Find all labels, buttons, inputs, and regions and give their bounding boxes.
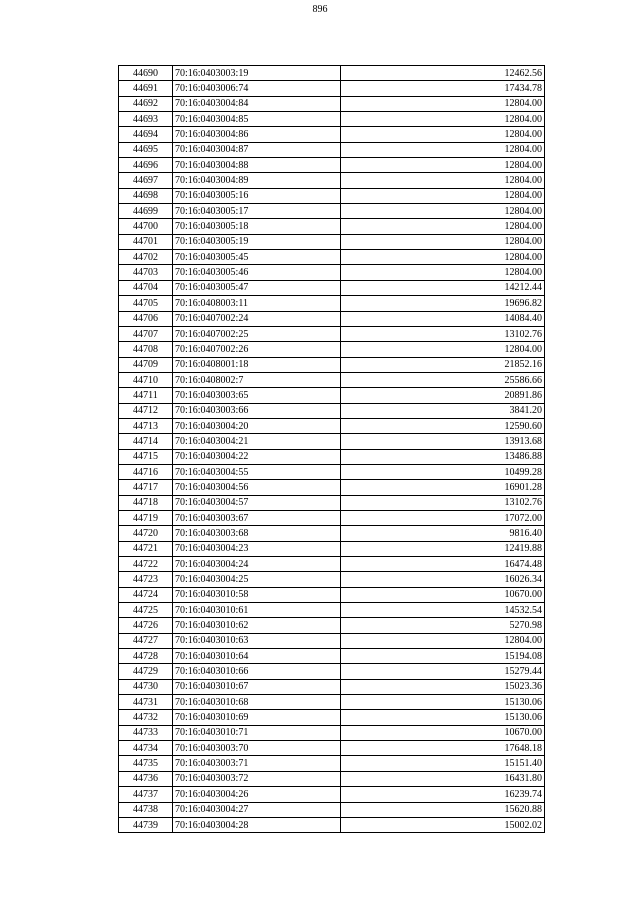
table-row: [119, 357, 545, 372]
row-number-cell: 44730: [119, 679, 173, 694]
value-cell: 13102.76: [341, 326, 545, 341]
cadastral-number-cell: 70:16:0403005:16: [173, 188, 341, 203]
row-number-cell: 44739: [119, 817, 173, 832]
cadastral-number-cell: 70:16:0403004:89: [173, 173, 341, 188]
value-cell: 15194.08: [341, 649, 545, 664]
cadastral-number-cell: 70:16:0403004:55: [173, 464, 341, 479]
table-row: [119, 449, 545, 464]
table-row: [119, 342, 545, 357]
row-number-cell: 44716: [119, 464, 173, 479]
table-row: [119, 679, 545, 694]
row-number-cell: 44718: [119, 495, 173, 510]
value-cell: 25586.66: [341, 372, 545, 387]
table-row: [119, 96, 545, 111]
row-number-cell: 44697: [119, 173, 173, 188]
table-row: [119, 326, 545, 341]
cadastral-number-cell: 70:16:0403004:28: [173, 817, 341, 832]
row-number-cell: 44693: [119, 112, 173, 127]
table-row: [119, 710, 545, 725]
value-cell: 12804.00: [341, 204, 545, 219]
value-cell: 17648.18: [341, 741, 545, 756]
cadastral-number-cell: 70:16:0403010:62: [173, 618, 341, 633]
cadastral-number-cell: 70:16:0403005:45: [173, 250, 341, 265]
row-number-cell: 44725: [119, 603, 173, 618]
value-cell: 20891.86: [341, 388, 545, 403]
row-number-cell: 44731: [119, 695, 173, 710]
row-number-cell: 44726: [119, 618, 173, 633]
row-number-cell: 44713: [119, 418, 173, 433]
table-row: [119, 434, 545, 449]
cadastral-number-cell: 70:16:0408003:11: [173, 296, 341, 311]
cadastral-number-cell: 70:16:0403004:26: [173, 787, 341, 802]
row-number-cell: 44702: [119, 250, 173, 265]
row-number-cell: 44729: [119, 664, 173, 679]
cadastral-number-cell: 70:16:0403010:67: [173, 679, 341, 694]
table-row: [119, 557, 545, 572]
row-number-cell: 44706: [119, 311, 173, 326]
value-cell: 13486.88: [341, 449, 545, 464]
table-row: [119, 787, 545, 802]
table-row: [119, 725, 545, 740]
value-cell: 14212.44: [341, 280, 545, 295]
row-number-cell: 44734: [119, 741, 173, 756]
value-cell: 12804.00: [341, 142, 545, 157]
page-number: 896: [312, 4, 328, 15]
table-body: [119, 66, 545, 833]
value-cell: 12590.60: [341, 418, 545, 433]
cadastral-number-cell: 70:16:0403003:72: [173, 771, 341, 786]
value-cell: 12462.56: [341, 66, 545, 81]
cadastral-number-cell: 70:16:0403004:84: [173, 96, 341, 111]
row-number-cell: 44711: [119, 388, 173, 403]
cadastral-number-cell: 70:16:0403004:57: [173, 495, 341, 510]
row-number-cell: 44692: [119, 96, 173, 111]
row-number-cell: 44712: [119, 403, 173, 418]
cadastral-number-cell: 70:16:0403004:25: [173, 572, 341, 587]
row-number-cell: 44709: [119, 357, 173, 372]
table-row: [119, 526, 545, 541]
cadastral-number-cell: 70:16:0403003:70: [173, 741, 341, 756]
cadastral-number-cell: 70:16:0403010:66: [173, 664, 341, 679]
table-row: [119, 649, 545, 664]
cadastral-number-cell: 70:16:0403003:67: [173, 510, 341, 525]
table-row: [119, 510, 545, 525]
table-row: [119, 464, 545, 479]
table-row: [119, 603, 545, 618]
table-row: [119, 633, 545, 648]
cadastral-number-cell: 70:16:0407002:26: [173, 342, 341, 357]
table-row: [119, 587, 545, 602]
cadastral-number-cell: 70:16:0403010:64: [173, 649, 341, 664]
row-number-cell: 44724: [119, 587, 173, 602]
cadastral-number-cell: 70:16:0403006:74: [173, 81, 341, 96]
cadastral-number-cell: 70:16:0403010:61: [173, 603, 341, 618]
value-cell: 12804.00: [341, 96, 545, 111]
row-number-cell: 44704: [119, 280, 173, 295]
cadastral-number-cell: 70:16:0403005:46: [173, 265, 341, 280]
value-cell: 10499.28: [341, 464, 545, 479]
table-row: [119, 142, 545, 157]
row-number-cell: 44694: [119, 127, 173, 142]
table-row: [119, 388, 545, 403]
table-row: [119, 204, 545, 219]
table-row: [119, 741, 545, 756]
row-number-cell: 44714: [119, 434, 173, 449]
row-number-cell: 44732: [119, 710, 173, 725]
value-cell: 15279.44: [341, 664, 545, 679]
cadastral-number-cell: 70:16:0403010:63: [173, 633, 341, 648]
cadastral-number-cell: 70:16:0408002:7: [173, 372, 341, 387]
row-number-cell: 44722: [119, 557, 173, 572]
cadastral-number-cell: 70:16:0403010:68: [173, 695, 341, 710]
value-cell: 12804.00: [341, 158, 545, 173]
value-cell: 15620.88: [341, 802, 545, 817]
value-cell: 16431.80: [341, 771, 545, 786]
row-number-cell: 44705: [119, 296, 173, 311]
table-row: [119, 541, 545, 556]
cadastral-number-cell: 70:16:0403005:18: [173, 219, 341, 234]
cadastral-number-cell: 70:16:0403004:88: [173, 158, 341, 173]
row-number-cell: 44698: [119, 188, 173, 203]
table-row: [119, 81, 545, 96]
cadastral-number-cell: 70:16:0403005:19: [173, 234, 341, 249]
value-cell: 15130.06: [341, 710, 545, 725]
cadastral-number-cell: 70:16:0403004:87: [173, 142, 341, 157]
value-cell: 14084.40: [341, 311, 545, 326]
row-number-cell: 44695: [119, 142, 173, 157]
value-cell: 16026.34: [341, 572, 545, 587]
value-cell: 12419.88: [341, 541, 545, 556]
value-cell: 9816.40: [341, 526, 545, 541]
table-row: [119, 664, 545, 679]
row-number-cell: 44700: [119, 219, 173, 234]
row-number-cell: 44727: [119, 633, 173, 648]
table-row: [119, 127, 545, 142]
cadastral-number-cell: 70:16:0403004:24: [173, 557, 341, 572]
value-cell: 12804.00: [341, 112, 545, 127]
cadastral-number-cell: 70:16:0403010:69: [173, 710, 341, 725]
value-cell: 14532.54: [341, 603, 545, 618]
table-row: [119, 403, 545, 418]
table-row: [119, 296, 545, 311]
value-cell: 12804.00: [341, 633, 545, 648]
row-number-cell: 44690: [119, 66, 173, 81]
table-row: [119, 250, 545, 265]
table-row: [119, 695, 545, 710]
row-number-cell: 44703: [119, 265, 173, 280]
value-cell: 12804.00: [341, 250, 545, 265]
table-row: [119, 188, 545, 203]
row-number-cell: 44738: [119, 802, 173, 817]
value-cell: 15023.36: [341, 679, 545, 694]
cadastral-number-cell: 70:16:0407002:24: [173, 311, 341, 326]
cadastral-number-cell: 70:16:0403004:56: [173, 480, 341, 495]
value-cell: 10670.00: [341, 725, 545, 740]
cadastral-number-cell: 70:16:0403005:17: [173, 204, 341, 219]
cadastral-number-cell: 70:16:0403004:23: [173, 541, 341, 556]
table-row: [119, 618, 545, 633]
table-row: [119, 480, 545, 495]
row-number-cell: 44723: [119, 572, 173, 587]
cadastral-number-cell: 70:16:0403004:20: [173, 418, 341, 433]
table-row: [119, 265, 545, 280]
table-row: [119, 112, 545, 127]
cadastral-number-cell: 70:16:0403010:58: [173, 587, 341, 602]
value-cell: 15130.06: [341, 695, 545, 710]
row-number-cell: 44717: [119, 480, 173, 495]
cadastral-number-cell: 70:16:0407002:25: [173, 326, 341, 341]
row-number-cell: 44715: [119, 449, 173, 464]
table-row: [119, 219, 545, 234]
value-cell: 21852.16: [341, 357, 545, 372]
cadastral-number-cell: 70:16:0403003:71: [173, 756, 341, 771]
cadastral-number-cell: 70:16:0403004:86: [173, 127, 341, 142]
row-number-cell: 44720: [119, 526, 173, 541]
table-row: [119, 418, 545, 433]
table-row: [119, 158, 545, 173]
table-row: [119, 771, 545, 786]
value-cell: 12804.00: [341, 342, 545, 357]
value-cell: 5270.98: [341, 618, 545, 633]
value-cell: 12804.00: [341, 234, 545, 249]
row-number-cell: 44735: [119, 756, 173, 771]
cadastral-number-cell: 70:16:0403004:85: [173, 112, 341, 127]
value-cell: 19696.82: [341, 296, 545, 311]
row-number-cell: 44707: [119, 326, 173, 341]
value-cell: 12804.00: [341, 265, 545, 280]
value-cell: 12804.00: [341, 173, 545, 188]
row-number-cell: 44699: [119, 204, 173, 219]
cadastral-number-cell: 70:16:0403003:68: [173, 526, 341, 541]
value-cell: 13102.76: [341, 495, 545, 510]
row-number-cell: 44696: [119, 158, 173, 173]
table-row: [119, 311, 545, 326]
value-cell: 10670.00: [341, 587, 545, 602]
row-number-cell: 44708: [119, 342, 173, 357]
row-number-cell: 44721: [119, 541, 173, 556]
table-row: [119, 66, 545, 81]
row-number-cell: 44733: [119, 725, 173, 740]
value-cell: 12804.00: [341, 188, 545, 203]
row-number-cell: 44736: [119, 771, 173, 786]
cadastral-number-cell: 70:16:0403003:66: [173, 403, 341, 418]
value-cell: 17072.00: [341, 510, 545, 525]
value-cell: 16901.28: [341, 480, 545, 495]
table-row: [119, 756, 545, 771]
table-row: [119, 802, 545, 817]
value-cell: 17434.78: [341, 81, 545, 96]
data-table: [118, 65, 545, 833]
value-cell: 15002.02: [341, 817, 545, 832]
cadastral-number-cell: 70:16:0403003:65: [173, 388, 341, 403]
row-number-cell: 44710: [119, 372, 173, 387]
table-row: [119, 280, 545, 295]
cadastral-number-cell: 70:16:0403004:21: [173, 434, 341, 449]
value-cell: 16239.74: [341, 787, 545, 802]
cadastral-number-cell: 70:16:0403004:27: [173, 802, 341, 817]
row-number-cell: 44737: [119, 787, 173, 802]
row-number-cell: 44701: [119, 234, 173, 249]
cadastral-number-cell: 70:16:0403004:22: [173, 449, 341, 464]
cadastral-number-cell: 70:16:0408001:18: [173, 357, 341, 372]
value-cell: 13913.68: [341, 434, 545, 449]
row-number-cell: 44719: [119, 510, 173, 525]
table-row: [119, 817, 545, 832]
row-number-cell: 44728: [119, 649, 173, 664]
cadastral-number-cell: 70:16:0403010:71: [173, 725, 341, 740]
cadastral-number-cell: 70:16:0403003:19: [173, 66, 341, 81]
value-cell: 15151.40: [341, 756, 545, 771]
value-cell: 12804.00: [341, 127, 545, 142]
table-row: [119, 495, 545, 510]
cadastral-number-cell: 70:16:0403005:47: [173, 280, 341, 295]
value-cell: 3841.20: [341, 403, 545, 418]
value-cell: 16474.48: [341, 557, 545, 572]
table-row: [119, 234, 545, 249]
table-row: [119, 372, 545, 387]
value-cell: 12804.00: [341, 219, 545, 234]
table-row: [119, 572, 545, 587]
table-row: [119, 173, 545, 188]
row-number-cell: 44691: [119, 81, 173, 96]
